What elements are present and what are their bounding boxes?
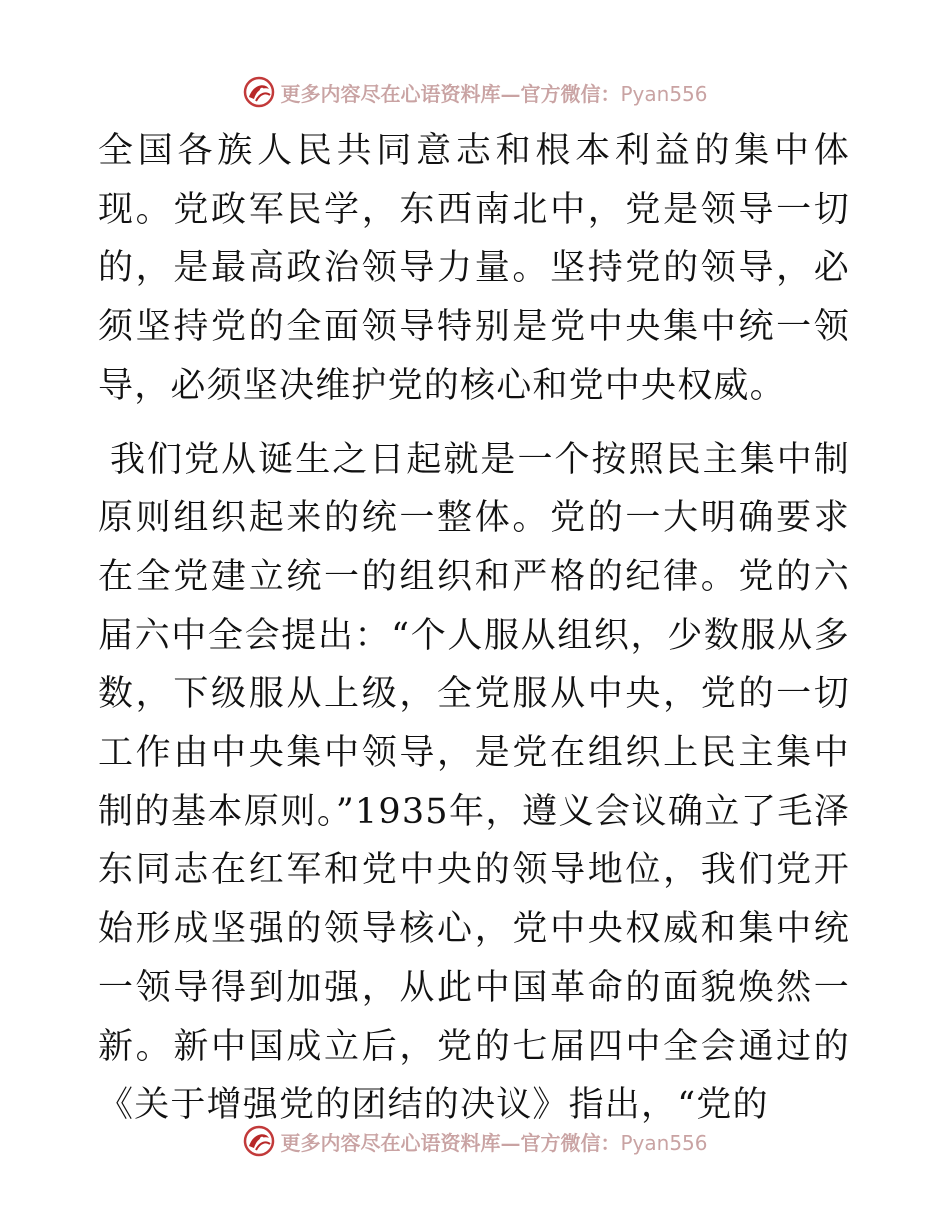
swirl-logo-icon (242, 1124, 276, 1158)
body-paragraph: 全国各族人民共同意志和根本利益的集中体现。党政军民学，东西南北中，党是领导一切的，是最高政治领导力量。坚持党的领导，必须坚持党的全面领导特别是党中央集中统一领导，必须坚决维护党的核心和党中央权威。 (98, 131, 850, 406)
watermark-text-cn: 更多内容尽在心语资料库—官方微信： (280, 81, 621, 106)
watermark-text-cn: 更多内容尽在心语资料库—官方微信： (280, 1130, 621, 1155)
document-body (98, 122, 850, 1135)
swirl-logo-icon (242, 75, 276, 109)
watermark-wechat-id: Pyan556 (620, 1130, 708, 1155)
header-watermark (0, 72, 950, 112)
watermark-text (280, 78, 707, 107)
watermark-wechat-id: Pyan556 (620, 81, 708, 106)
body-paragraph: 我们党从诞生之日起就是一个按照民主集中制原则组织起来的统一整体。党的一大明确要求在全党建立统一的组织和严格的纪律。党的六届六中全会提出：“个人服从组织，少数服从多数，下级服从上级，全党服从中央，党的一切工作由中央集中领导，是党在组织上民主集中制的基本原则。”1935年，遵义会议确立了毛泽东同志在红军和党中央的领导地位，我们党开始形成坚强的领导核心，党中央权威和集中统一领导得到加强，从此中国革命的面貌焕然一新。新中国成立后，党的七届四中全会通过的《关于增强党的团结的决议》指出，“党的 (98, 439, 850, 1126)
footer-watermark (0, 1121, 950, 1161)
watermark-text (280, 1127, 707, 1156)
